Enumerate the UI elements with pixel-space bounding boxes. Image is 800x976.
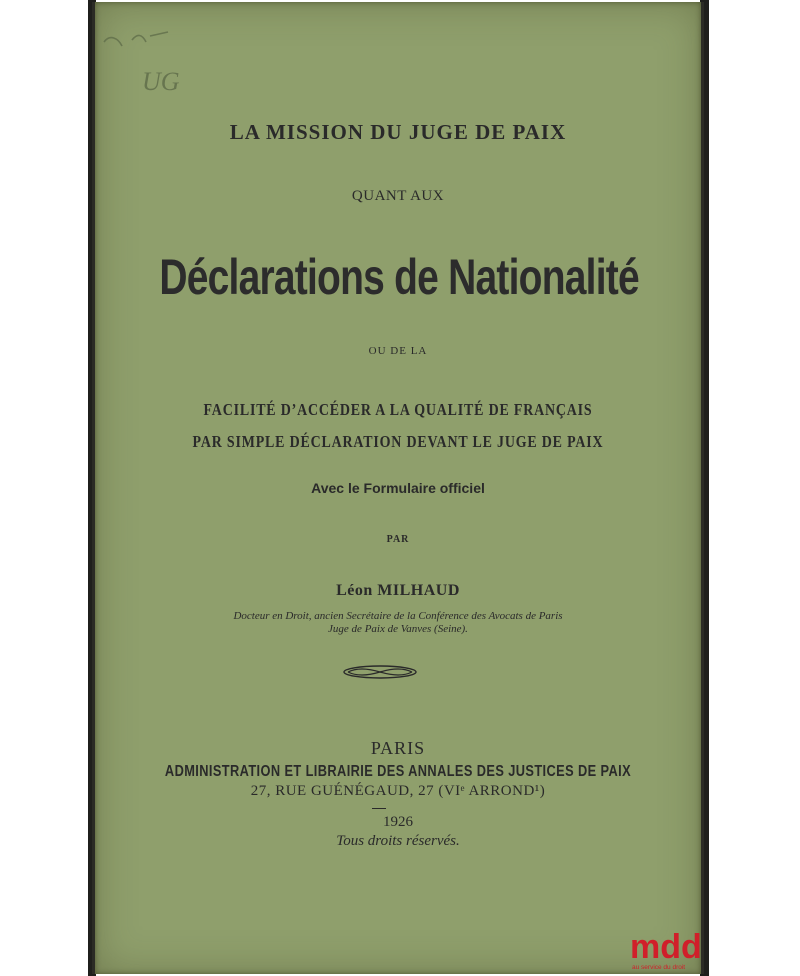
cover-title: LA MISSION DU JUGE DE PAIX [229, 120, 567, 144]
handwritten-note-text: UG [142, 67, 180, 96]
ornament-divider [340, 662, 420, 682]
mdd-logo [628, 926, 708, 972]
cover-address: 27, RUE GUÉNÉGAUD, 27 (VIᵉ ARROND¹) [250, 783, 546, 799]
cover-author-desc-2: Juge de Paix de Vanves (Seine). [328, 623, 468, 635]
cover-year: 1926 [383, 814, 413, 830]
cover-author-desc-1: Docteur en Droit, ancien Secrétaire de la Conférence des Avocats de Paris [233, 610, 563, 622]
cover-ou-de-la: OU DE LA [368, 345, 428, 357]
cover-par: PAR [386, 534, 410, 545]
cover-subtitle-line-2: PAR SIMPLE DÉCLARATION DEVANT LE JUGE DE PAIX [192, 432, 604, 451]
cover-subtitle-line-1: FACILITÉ D’ACCÉDER A LA QUALITÉ DE FRANÇAIS [203, 400, 593, 419]
separator-dash [372, 808, 386, 809]
cover-rights: Tous droits réservés. [336, 833, 460, 849]
mdd-logo-text: mdd [630, 928, 702, 966]
cover-quant-aux: QUANT AUX [351, 188, 445, 204]
cover-city: PARIS [370, 738, 426, 758]
mdd-logo-tagline: au service du droit [632, 964, 686, 971]
cover-main-title: Déclarations de Nationalité [159, 249, 639, 305]
cover-formulaire: Avec le Formulaire officiel [311, 480, 485, 496]
cover-publisher: ADMINISTRATION ET LIBRAIRIE DES ANNALES DES JUSTICES DE PAIX [164, 763, 632, 780]
cover-author: Léon MILHAUD [336, 582, 460, 599]
handwritten-note [92, 20, 212, 110]
